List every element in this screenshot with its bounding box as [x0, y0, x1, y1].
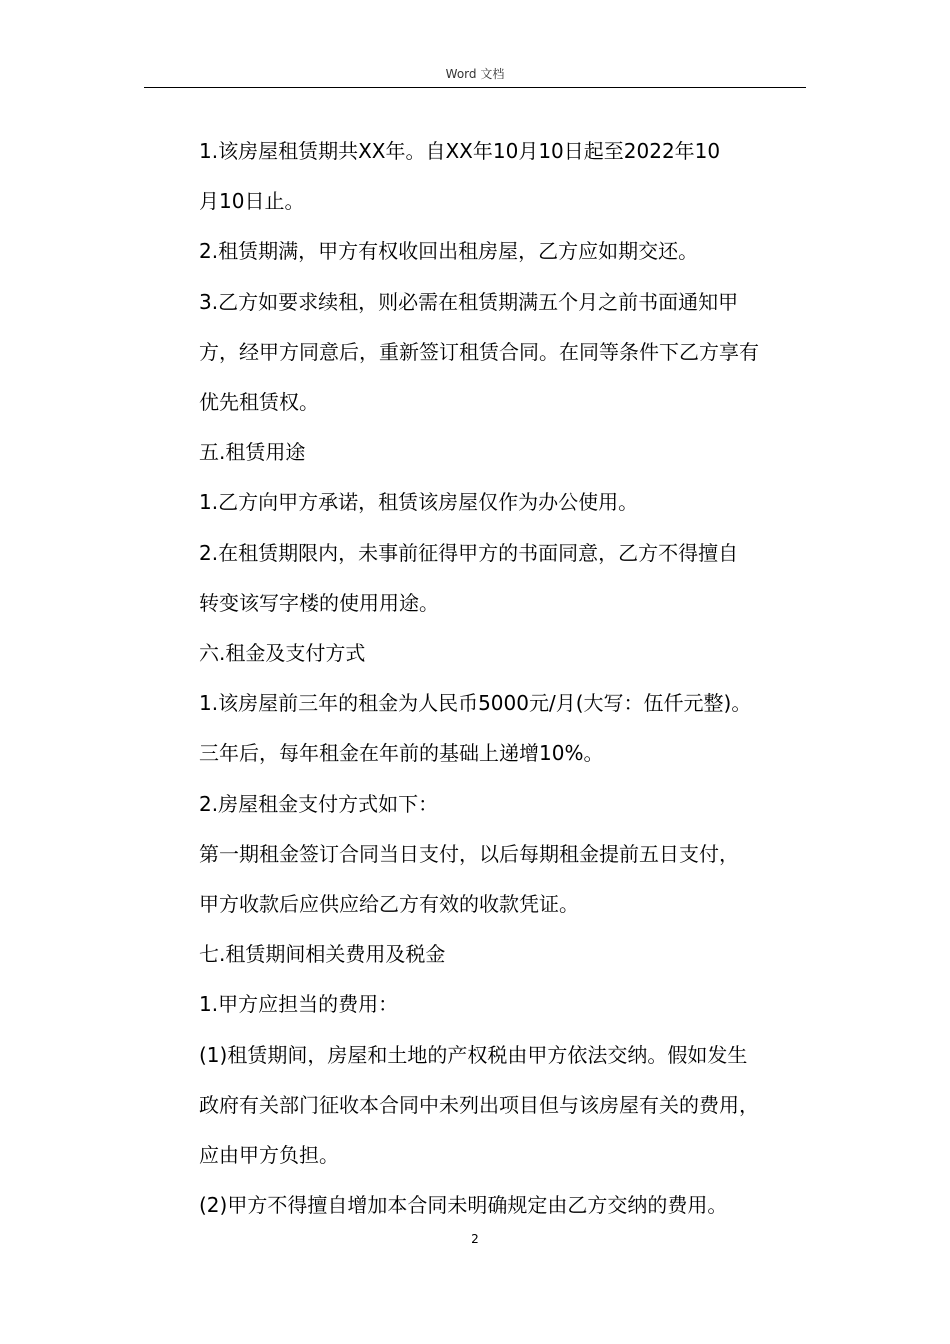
paragraph: [178, 1180, 806, 1230]
text-line: 月10日止。: [199, 189, 305, 214]
text-line: 政府有关部门征收本合同中未列出项目但与该房屋有关的费用，: [199, 1092, 759, 1117]
text-line: 3.乙方如要求续租，则必需在租赁期满五个月之前书面通知甲: [199, 289, 739, 314]
text-line: 七.租赁期间相关费用及税金: [199, 942, 446, 967]
document-body: [178, 126, 806, 1230]
text-line: 1.该房屋租赁期共XX年。自XX年10月10日起至2022年10: [199, 139, 721, 163]
paragraph: [178, 226, 806, 276]
paragraph: [178, 1030, 806, 1181]
paragraph: [178, 779, 806, 829]
paragraph: [178, 829, 806, 929]
text-line: 优先租赁权。: [199, 390, 319, 415]
text-line: (1)租赁期间，房屋和土地的产权税由甲方依法交纳。假如发生: [199, 1042, 748, 1067]
section-heading: [178, 929, 806, 979]
text-line: 方，经甲方同意后，重新签订租赁合同。在同等条件下乙方享有: [199, 339, 759, 364]
text-line: 转变该写字楼的使用用途。: [199, 590, 439, 615]
text-line: 2.租赁期满，甲方有权收回出租房屋，乙方应如期交还。: [199, 239, 699, 264]
text-line: 第一期租金签订合同当日支付，以后每期租金提前五日支付，: [199, 841, 739, 866]
header-title: Word 文档: [445, 67, 505, 81]
paragraph: [178, 979, 806, 1029]
paragraph: [178, 126, 806, 226]
paragraph: [178, 528, 806, 628]
text-line: 2.房屋租金支付方式如下：: [199, 791, 439, 816]
page-header: [144, 66, 806, 82]
page-number: [0, 1231, 950, 1247]
text-line: 1.乙方向甲方承诺，租赁该房屋仅作为办公使用。: [199, 490, 639, 515]
section-heading: [178, 427, 806, 477]
text-line: 六.租金及支付方式: [199, 641, 366, 666]
text-line: 应由甲方负担。: [199, 1143, 339, 1168]
paragraph: [178, 277, 806, 428]
text-line: (2)甲方不得擅自增加本合同未明确规定由乙方交纳的费用。: [199, 1193, 728, 1218]
paragraph: [178, 678, 806, 778]
text-line: 甲方收款后应供应给乙方有效的收款凭证。: [199, 892, 579, 917]
text-line: 1.甲方应担当的费用：: [199, 992, 399, 1017]
page-number-text: 2: [471, 1232, 479, 1246]
section-heading: [178, 628, 806, 678]
text-line: 1.该房屋前三年的租金为人民币5000元/月(大写：伍仟元整)。: [199, 691, 752, 716]
text-line: 2.在租赁期限内，未事前征得甲方的书面同意，乙方不得擅自: [199, 540, 739, 565]
text-line: 五.租赁用途: [199, 440, 306, 465]
header-rule: [144, 87, 806, 88]
text-line: 三年后，每年租金在年前的基础上递增10%。: [199, 741, 604, 766]
paragraph: [178, 477, 806, 527]
